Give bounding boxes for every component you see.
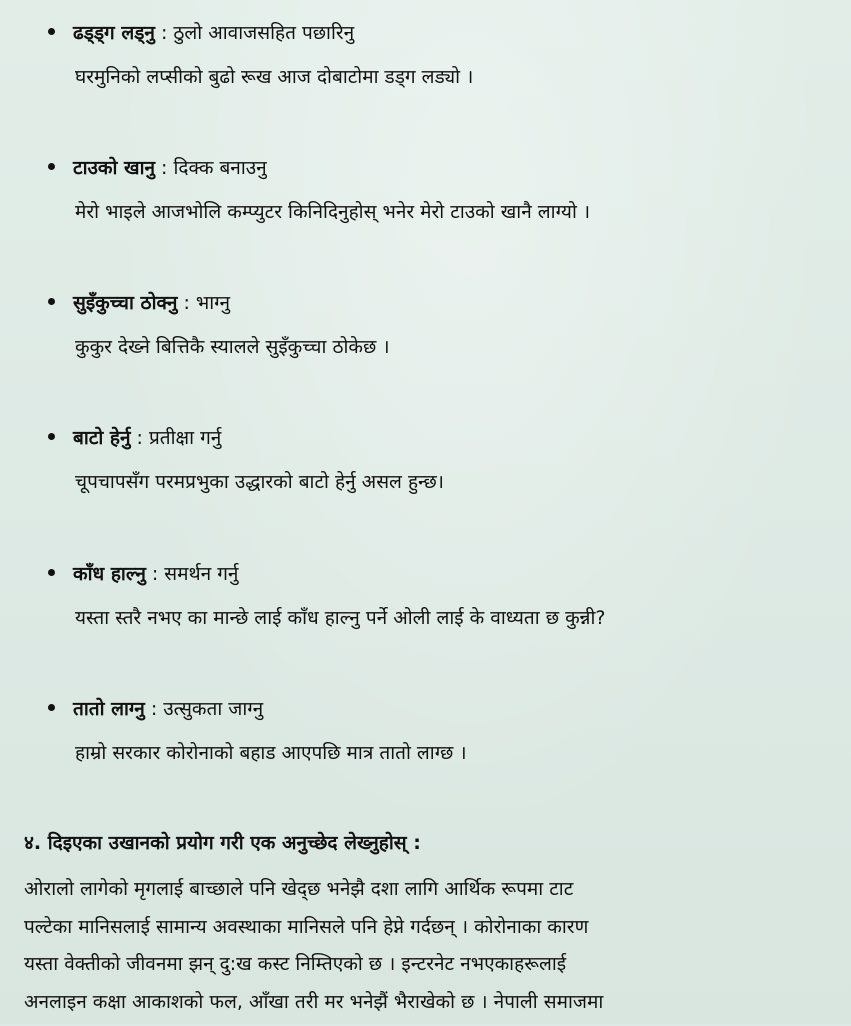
idiom-item xyxy=(48,20,838,90)
idiom-heading xyxy=(48,425,838,451)
idiom-separator: : xyxy=(151,696,157,722)
paragraph-line: ओरालो लागेको मृगलाई बाच्छाले पनि खेद्छ भनेझै दशा लागि आर्थिक रूपमा टाट xyxy=(24,876,829,914)
idiom-meaning: दिक्क बनाउनु xyxy=(173,155,266,181)
idiom-meaning: भाग्नु xyxy=(196,290,230,316)
section-heading: ४. दिइएका उखानको प्रयोग गरी एक अनुच्छेद लेख्नुहोस् : xyxy=(24,830,421,856)
idiom-term: टाउको खानु xyxy=(73,155,155,181)
idiom-example: यस्ता स्तरै नभए का मान्छे लाई काँध हाल्नु पर्ने ओली लाई के वाध्यता छ कुन्नी? xyxy=(75,605,838,631)
idiom-heading xyxy=(48,155,838,181)
bullet-icon xyxy=(48,569,55,576)
bullet-icon xyxy=(48,28,55,35)
idiom-meaning: ठुलो आवाजसहित पछारिनु xyxy=(173,20,354,46)
idiom-item xyxy=(48,696,838,766)
idiom-example: मेरो भाइले आजभोलि कम्प्युटर किनिदिनुहोस् भनेर मेरो टाउको खानै लाग्यो । xyxy=(75,199,838,225)
idiom-item xyxy=(48,155,838,225)
bullet-icon xyxy=(48,298,55,305)
idiom-meaning: समर्थन गर्नु xyxy=(164,561,238,587)
answer-paragraph xyxy=(24,876,829,1026)
idiom-separator: : xyxy=(137,425,143,451)
idiom-separator: : xyxy=(152,561,158,587)
idiom-heading xyxy=(48,290,838,316)
idiom-meaning: उत्सुकता जाग्नु xyxy=(163,696,263,722)
idiom-heading xyxy=(48,20,838,46)
paragraph-line: पल्टेका मानिसलाई सामान्य अवस्थाका मानिसले पनि हेप्ने गर्दछन् । कोरोनाका कारण xyxy=(24,914,829,952)
idiom-term: बाटो हेर्नु xyxy=(73,425,131,451)
bullet-icon xyxy=(48,704,55,711)
idiom-term: काँध हाल्नु xyxy=(73,561,146,587)
idiom-example: हाम्रो सरकार कोरोनाको बहाड आएपछि मात्र तातो लाग्छ । xyxy=(75,740,838,766)
idiom-term: तातो लाग्नु xyxy=(73,696,145,722)
paragraph-line: अनलाइन कक्षा आकाशको फल, आँखा तरी मर भनेझैं भैराखेको छ । नेपाली समाजमा xyxy=(24,989,829,1026)
idiom-item xyxy=(48,425,838,495)
paragraph-line: यस्ता वेक्तीको जीवनमा झन् दु:ख कस्ट निम्तिएको छ । इन्टरनेट नभएकाहरूलाई xyxy=(24,951,829,989)
idiom-example: घरमुनिको लप्सीको बुढो रूख आज दोबाटोमा डड्ग लड्यो । xyxy=(75,64,838,90)
idiom-separator: : xyxy=(161,20,167,46)
idiom-separator: : xyxy=(183,290,189,316)
idiom-heading xyxy=(48,561,838,587)
idiom-separator: : xyxy=(161,155,167,181)
idiom-example: कुकुर देख्ने बित्तिकै स्यालले सुइँकुच्चा ठोकेछ । xyxy=(75,334,838,360)
bullet-icon xyxy=(48,433,55,440)
idiom-term: ढड्ड्ग लड्नु xyxy=(73,20,155,46)
idiom-meaning: प्रतीक्षा गर्नु xyxy=(149,425,221,451)
idiom-example: चूपचापसँग परमप्रभुका उद्धारको बाटो हेर्नु असल हुन्छ। xyxy=(75,469,838,495)
idiom-item xyxy=(48,290,838,360)
idiom-item xyxy=(48,561,838,631)
idiom-heading xyxy=(48,696,838,722)
bullet-icon xyxy=(48,163,55,170)
idiom-term: सुइँकुच्चा ठोक्नु xyxy=(73,290,177,316)
